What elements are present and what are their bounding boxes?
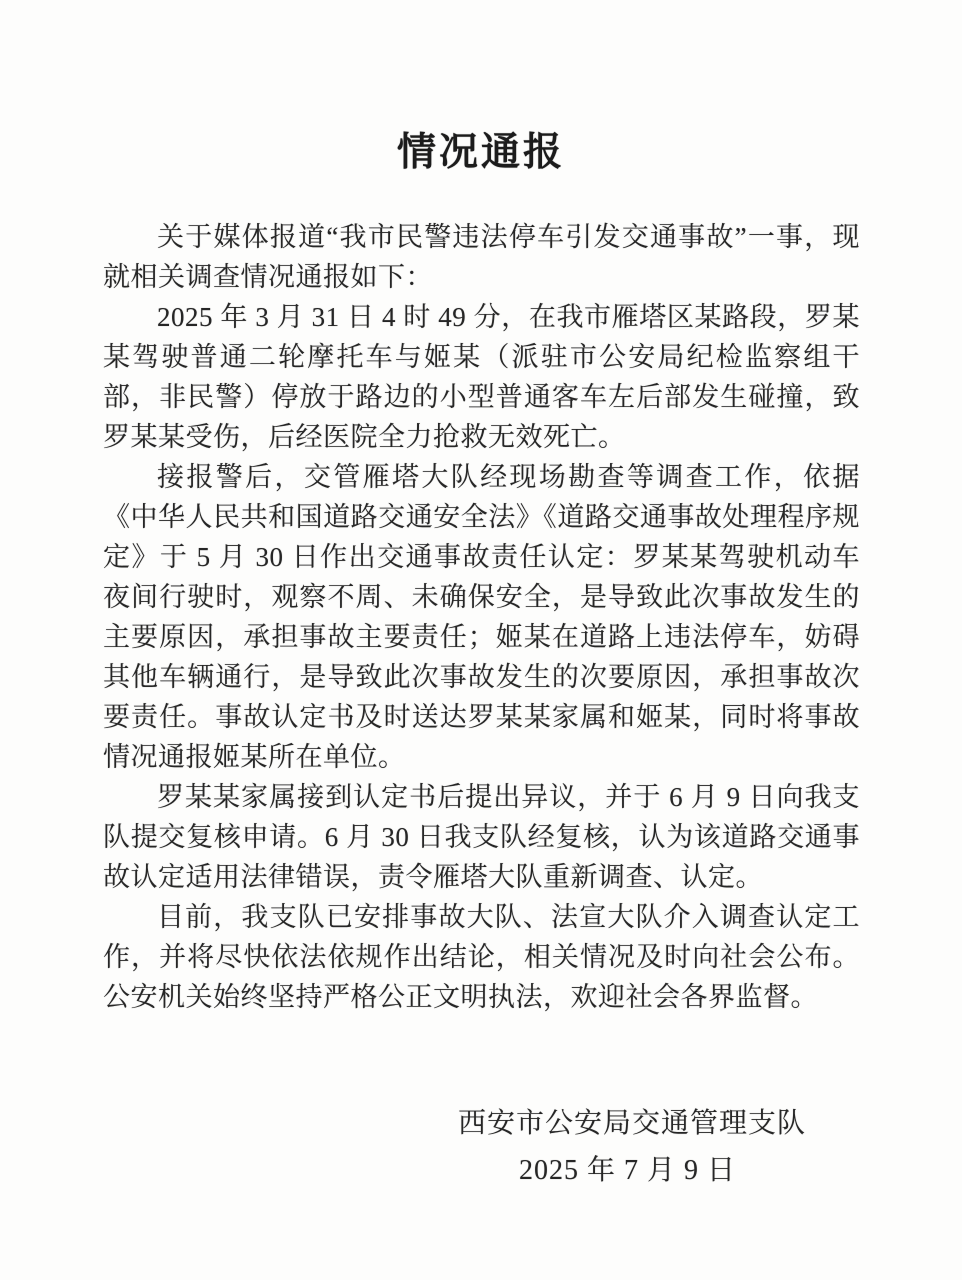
paragraph-accident-details: 2025 年 3 月 31 日 4 时 49 分，在我市雁塔区某路段，罗某某驾驶普通二轮摩托车与姬某（派驻市公安局纪检监察组干部，非民警）停放于路边的小型普通客车左后部发生碰撞，致罗某某受伤，后经医院全力抢救无效死亡。 xyxy=(103,302,860,452)
paragraph-review-application: 罗某某家属接到认定书后提出异议，并于 6 月 9 日向我支队提交复核申请。6 月 30 日我支队经复核，认为该道路交通事故认定适用法律错误，责令雁塔大队重新调查、认定。 xyxy=(103,782,860,892)
paragraph-current-status: 目前，我支队已安排事故大队、法宣大队介入调查认定工作，并将尽快依法依规作出结论，相关情况及时向社会公布。公安机关始终坚持严格公正文明执法，欢迎社会各界监督。 xyxy=(103,902,860,1012)
document-body xyxy=(103,217,860,1017)
issue-date: 2025 年 7 月 9 日 xyxy=(518,1155,736,1186)
paragraph-intro: 关于媒体报道“我市民警违法停车引发交通事故”一事，现就相关调查情况通报如下： xyxy=(103,222,860,292)
paragraph-responsibility-determination: 接报警后，交管雁塔大队经现场勘查等调查工作，依据《中华人民共和国道路交通安全法》《道路交通事故处理程序规定》于 5 月 30 日作出交通事故责任认定：罗某某驾驶机动车夜间行驶时，观察不周、未确保安全，是导致此次事故发生的主要原因，承担事故主要责任；姬某在道路上违法停车，妨碍其他车辆通行，是导致此次事故发生的次要原因，承担事故次要责任。事故认定书及时送达罗某某家属和姬某，同时将事故情况通报姬某所在单位。 xyxy=(103,462,860,772)
issuing-authority: 西安市公安局交通管理支队 xyxy=(457,1108,806,1139)
document-title: 情况通报 xyxy=(396,131,565,174)
signature-block xyxy=(0,1104,962,1191)
